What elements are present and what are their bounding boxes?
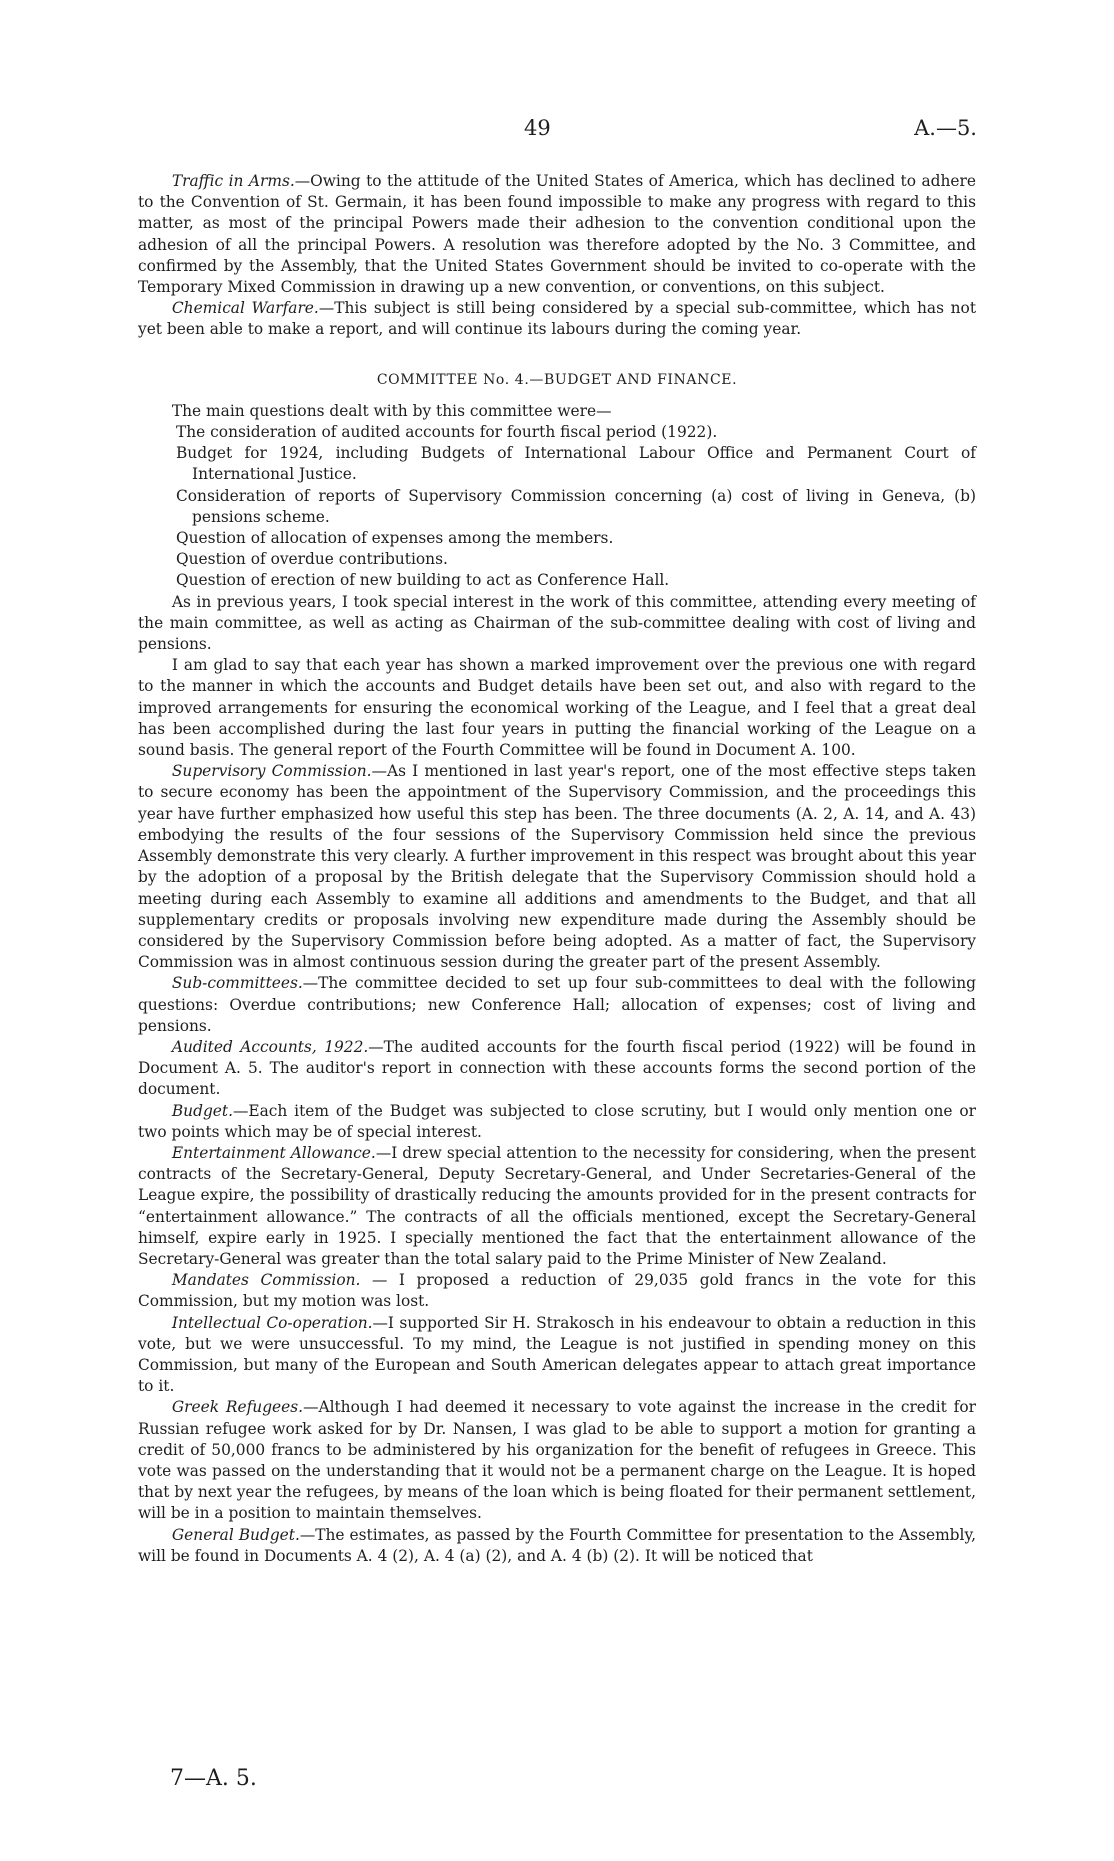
paragraph-audited-accounts: [138, 1037, 976, 1101]
paragraph-text: —I supported Sir H. Strakosch in his endeavour to obtain a reduction in this vote, but we were unsuccessful. To my mind, the League is not justified in spending money on this Commission, but many of the European and South American delegates appear to attach great importance to it.: [138, 1313, 976, 1396]
paragraph-greek-refugees: [138, 1397, 976, 1524]
document-body: [138, 171, 976, 1567]
paragraph-title: Chemical Warfare.: [171, 299, 319, 318]
question-item: Consideration of reports of Supervisory Commission concerning (a) cost of living in Geneva, (b) pensions scheme.: [176, 486, 976, 526]
paragraph-general-budget: [138, 1525, 976, 1567]
paragraph-budget: [138, 1101, 976, 1143]
question-item: The consideration of audited accounts for fourth fiscal period (1922).: [176, 423, 718, 442]
paragraph-text: —The estimates, as passed by the Fourth Committee for presentation to the Assembly, will be found in Documents A. 4 (2), A. 4 (a) (2), and A. 4 (b) (2). It will be noticed that: [138, 1525, 976, 1565]
paragraph-entertainment-allowance: [138, 1143, 976, 1270]
section-heading: COMMITTEE No. 4.—BUDGET AND FINANCE.: [376, 371, 738, 388]
paragraph-sub-committees: [138, 973, 976, 1037]
paragraph-title: Sub-committees.: [171, 974, 303, 993]
page-footer: 7—A. 5.: [170, 1766, 257, 1791]
question-item: Question of erection of new building to act as Conference Hall.: [176, 571, 670, 590]
paragraph-traffic-in-arms: [138, 171, 976, 298]
question-item: Question of allocation of expenses among the members.: [176, 529, 614, 548]
paragraph-title: Supervisory Commission.: [171, 762, 372, 781]
paragraph-text: —I drew special attention to the necessity for considering, when the present contracts of the Secretary-General, Deputy Secretary-General, and Under Secretaries-General of the League expire, the possibility of drastically reducing the amounts provided for in the present contracts for “entertainment allowance.” The contracts of all the officials mentioned, except the Secretary-General himself, expire early in 1925. I specially mentioned the fact that the entertainment allowance of the Secretary-General was greater than the total salary paid to the Prime Minister of New Zealand.: [138, 1143, 976, 1268]
paragraph-title: Audited Accounts, 1922.: [171, 1037, 369, 1056]
committee-intro: The main questions dealt with by this committee were—: [171, 401, 612, 420]
page-number: 49: [524, 116, 551, 140]
paragraph-improvement: I am glad to say that each year has shown a marked improvement over the previous one with regard to the manner in which the accounts and Budget details have been set out, and also with regard to the improved arrangements for ensuring the economical working of the League, and I feel that a great deal has been accomplished during the last four years in putting the financial working of the League on a sound basis. The general report of the Fourth Committee will be found in Document A. 100.: [138, 656, 976, 760]
question-item: Budget for 1924, including Budgets of International Labour Office and Permanent Court of International Justice.: [176, 444, 976, 484]
document-reference: A.—5.: [914, 116, 977, 140]
paragraph-mandates-commission: [138, 1270, 976, 1312]
paragraph-text: —Each item of the Budget was subjected to close scrutiny, but I would only mention one or two points which may be of special interest.: [138, 1101, 976, 1141]
paragraph-attendance: As in previous years, I took special interest in the work of this committee, attending every meeting of the main committee, as well as acting as Chairman of the sub-committee dealing with cost of living and pensions.: [138, 592, 976, 654]
paragraph-title: General Budget.: [171, 1525, 300, 1544]
paragraph-text: —Although I had deemed it necessary to vote against the increase in the credit for Russian refugee work asked for by Dr. Nansen, I was glad to be able to support a motion for granting a credit of 50,000 francs to be administered by his organization for the benefit of refugees in Greece. This vote was passed on the understanding that it would not be a permanent charge on the League. It is hoped that by next year the refugees, by means of the loan which is being floated for their permanent settlement, will be in a position to maintain themselves.: [138, 1398, 976, 1523]
question-item: Question of overdue contributions.: [176, 550, 448, 569]
paragraph-text: — I proposed a reduction of 29,035 gold francs in the vote for this Commission, but my motion was lost.: [138, 1271, 976, 1311]
paragraph-title: Budget.: [171, 1101, 233, 1120]
paragraph-title: Traffic in Arms.: [171, 172, 295, 190]
paragraph-text: —This subject is still being considered by a special sub-committee, which has not yet been able to make a report, and will continue its labours during the coming year.: [138, 299, 977, 339]
paragraph-text: —The audited accounts for the fourth fiscal period (1922) will be found in Document A. 5. The auditor's report in connection with these accounts forms the second portion of the document.: [138, 1037, 977, 1099]
paragraph-text: —As I mentioned in last year's report, one of the most effective steps taken to secure economy has been the appointment of the Supervisory Commission, and the proceedings this year have further emphasized how useful this step has been. The three documents (A. 2, A. 14, and A. 43) embodying the results of the four sessions of the Supervisory Commission held since the previous Assembly demonstrate this very clearly. A further improvement in this respect was brought about this year by the adoption of a proposal by the British delegate that the Supervisory Commission should hold a meeting during each Assembly to examine all additions and amendments to the Budget, and that all supplementary credits or proposals involving new expenditure made during the Assembly should be considered by the Supervisory Commission before being adopted. As a matter of fact, the Supervisory Commission was in almost continuous session during the greater part of the present Assembly.: [138, 762, 976, 972]
page-header: [0, 116, 1114, 146]
paragraph-title: Mandates Commission.: [171, 1271, 361, 1290]
paragraph-intellectual-cooperation: [138, 1313, 976, 1398]
paragraph-text: —The committee decided to set up four sub-committees to deal with the following questions: Overdue contributions; new Conference Hall; allocation of expenses; cost of living and pensions.: [138, 974, 976, 1035]
paragraph-chemical-warfare: [138, 298, 976, 340]
paragraph-title: Greek Refugees.: [171, 1398, 304, 1417]
paragraph-supervisory-commission: [138, 761, 976, 973]
paragraph-title: Intellectual Co-operation.: [171, 1313, 373, 1332]
paragraph-text: —Owing to the attitude of the United States of America, which has declined to adhere to the Convention of St. Germain, it has been found impossible to make any progress with regard to this matter, as most of the principal Powers made their adhesion to the convention conditional upon the adhesion of all the principal Powers. A resolution was therefore adopted by the No. 3 Committee, and confirmed by the Assembly, that the United States Government should be invited to co-operate with the Temporary Mixed Commission in drawing up a new convention, or conventions, on this subject.: [138, 172, 976, 297]
paragraph-title: Entertainment Allowance.: [171, 1143, 376, 1162]
